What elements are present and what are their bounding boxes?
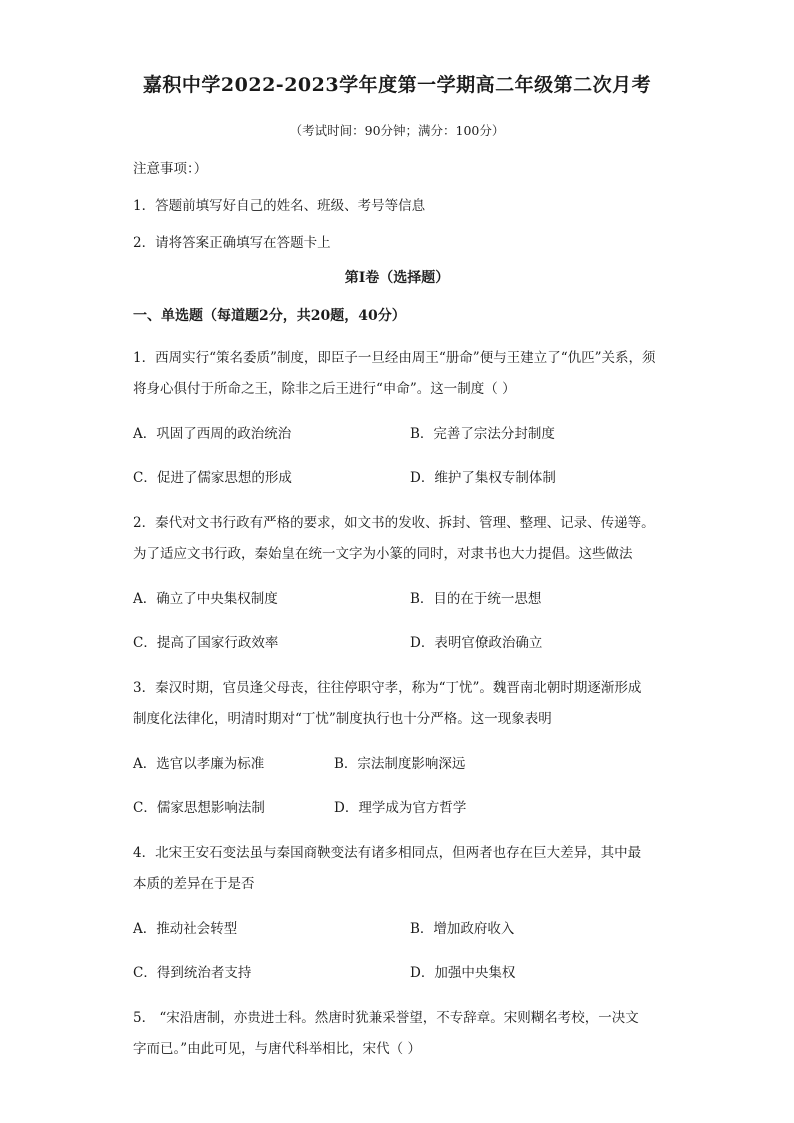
volume-title: 第I卷（选择题）	[344, 270, 450, 286]
question-4-line-2: 本质的差异在于是否	[133, 876, 255, 892]
exam-title: 嘉积中学2022-2023学年度第一学期高二年级第二次月考	[142, 74, 652, 96]
question-4-option-d: D．加强中央集权	[410, 965, 516, 981]
question-4-option-c: C．得到统治者支持	[133, 965, 252, 981]
question-4-option-a: A．推动社会转型	[133, 921, 238, 937]
question-5-line-2: 字而已。”由此可见，与唐代科举相比，宋代（ ）	[133, 1041, 421, 1057]
question-2-line-2: 为了适应文书行政，秦始皇在统一文字为小篆的同时，对隶书也大力提倡。这些做法	[133, 546, 633, 562]
question-1-option-d: D．维护了集权专制体制	[410, 470, 556, 486]
question-3-line-1: 3．秦汉时期，官员逢父母丧，往往停职守孝，称为“丁忧”。魏晋南北朝时期逐渐形成	[133, 680, 642, 696]
question-5-line-1: 5． “宋沿唐制，亦贵进士科。然唐时犹兼采誉望，不专辞章。宋则糊名考校，一决文	[133, 1010, 639, 1026]
question-3-option-a: A．选官以孝廉为标准	[133, 756, 265, 772]
question-1-option-b: B．完善了宗法分封制度	[410, 426, 555, 442]
question-1-line-1: 1．西周实行“策名委质”制度，即臣子一旦经由周王“册命”便与王建立了“仇匹”关系，须	[133, 350, 656, 366]
question-2-option-a: A．确立了中央集权制度	[133, 591, 278, 607]
notice-heading: 注意事项：）	[133, 161, 208, 177]
question-3-line-2: 制度化法律化，明清时期对“丁忧”制度执行也十分严格。这一现象表明	[133, 711, 552, 727]
question-2-option-c: C．提高了国家行政效率	[133, 635, 279, 651]
question-1-option-c: C．促进了儒家思想的形成	[133, 470, 292, 486]
question-4-line-1: 4．北宋王安石变法虽与秦国商鞅变法有诸多相同点，但两者也存在巨大差异，其中最	[133, 845, 642, 861]
question-4-option-b: B．增加政府收入	[410, 921, 515, 937]
question-2-option-b: B．目的在于统一思想	[410, 591, 542, 607]
notice-item-1: 1．答题前填写好自己的姓名、班级、考号等信息	[133, 198, 426, 214]
question-3-option-b: B．宗法制度影响深远	[334, 756, 466, 772]
question-3-option-d: D．理学成为官方哲学	[334, 800, 467, 816]
question-1-line-2: 将身心俱付于所命之王，除非之后王进行“申命”。这一制度（ ）	[133, 381, 516, 397]
notice-item-2: 2．请将答案正确填写在答题卡上	[133, 235, 331, 251]
exam-subtitle: （考试时间：90分钟；满分：100分）	[289, 123, 505, 138]
question-3-option-c: C．儒家思想影响法制	[133, 800, 265, 816]
question-2-line-1: 2．秦代对文书行政有严格的要求，如文书的发收、拆封、管理、整理、记录、传递等。	[133, 515, 655, 531]
question-2-option-d: D．表明官僚政治确立	[410, 635, 543, 651]
question-1-option-a: A．巩固了西周的政治统治	[133, 426, 292, 442]
part-title: 一、单选题（每道题2分，共20题，40分）	[133, 308, 406, 324]
